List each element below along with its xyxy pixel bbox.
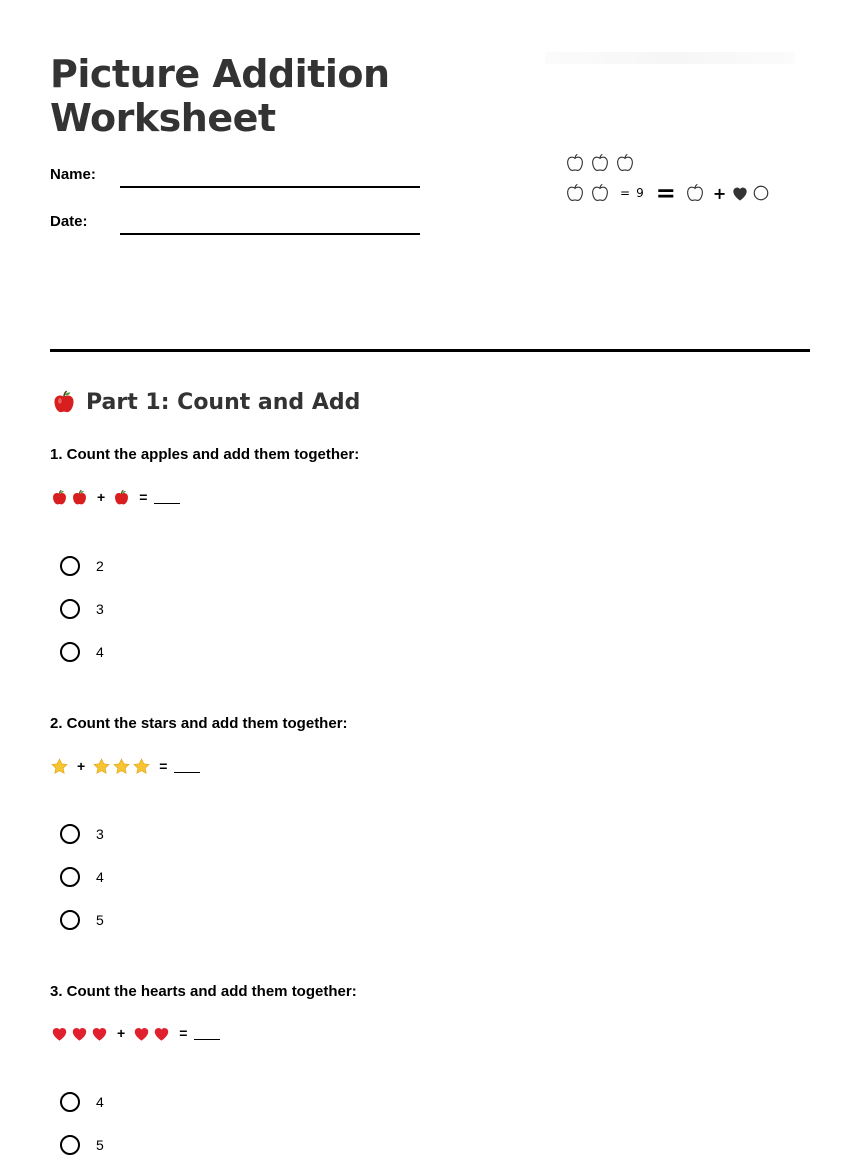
plus-sign: +: [117, 1025, 126, 1041]
red-apple-icon: [50, 488, 69, 507]
art-plus: +: [712, 183, 727, 203]
question-1-option-3[interactable]: [60, 639, 104, 665]
answer-blank: [154, 491, 180, 504]
equals-sign: =: [159, 758, 168, 774]
option-label: 4: [96, 644, 104, 660]
option-label: 2: [96, 558, 104, 574]
art-number: 9: [636, 186, 644, 200]
name-label: Name:: [50, 166, 96, 183]
apple-outline-icon: [614, 152, 636, 174]
header-illustration: [560, 150, 790, 212]
question-1-option-1[interactable]: [60, 553, 104, 579]
part1-title: Part 1: Count and Add: [86, 389, 361, 415]
option-label: 5: [96, 912, 104, 928]
star-icon: [112, 757, 131, 776]
question-1-equation: [50, 486, 180, 508]
section-divider: [50, 349, 810, 352]
answer-blank: [194, 1027, 220, 1040]
apple-outline-icon: [564, 182, 586, 204]
plus-sign: +: [77, 758, 86, 774]
equals-sign: =: [139, 489, 148, 505]
art-small-equals: =: [620, 186, 631, 200]
question-2-equation: [50, 755, 200, 777]
title-line-2: Worksheet: [50, 96, 276, 140]
part1-heading: [50, 388, 360, 416]
apple-equation-row: [564, 179, 770, 207]
empty-circle-icon: [752, 184, 770, 202]
equals-sign: =: [179, 1025, 188, 1041]
option-label: 4: [96, 869, 104, 885]
question-1-prompt: 1. Count the apples and add them together:: [50, 446, 360, 463]
answer-blank: [174, 760, 200, 773]
apple-outline-icon: [564, 152, 586, 174]
radio-button[interactable]: [60, 910, 80, 930]
black-heart-icon: [730, 183, 750, 203]
page-title: [50, 52, 450, 140]
radio-button[interactable]: [60, 867, 80, 887]
question-3-option-1[interactable]: [60, 1089, 104, 1115]
apple-outline-icon: [589, 152, 611, 174]
date-field[interactable]: [120, 233, 420, 235]
date-label: Date:: [50, 213, 88, 230]
red-heart-icon: [70, 1024, 89, 1043]
option-label: 3: [96, 601, 104, 617]
option-label: 4: [96, 1094, 104, 1110]
question-2-prompt: 2. Count the stars and add them together:: [50, 715, 348, 732]
star-icon: [132, 757, 151, 776]
option-label: 3: [96, 826, 104, 842]
faint-decoration: [545, 52, 795, 64]
star-icon: [92, 757, 111, 776]
star-icon: [50, 757, 69, 776]
name-field[interactable]: [120, 186, 420, 188]
question-3-option-2[interactable]: [60, 1132, 104, 1158]
plus-sign: +: [97, 489, 106, 505]
question-3-prompt: 3. Count the hearts and add them together:: [50, 983, 357, 1000]
radio-button[interactable]: [60, 642, 80, 662]
apple-outline-icon: [589, 182, 611, 204]
red-heart-icon: [152, 1024, 171, 1043]
radio-button[interactable]: [60, 824, 80, 844]
red-heart-icon: [90, 1024, 109, 1043]
question-3-equation: [50, 1022, 220, 1044]
question-2-option-3[interactable]: [60, 907, 104, 933]
question-2-option-2[interactable]: [60, 864, 104, 890]
red-apple-icon: [50, 388, 78, 416]
question-1-option-2[interactable]: [60, 596, 104, 622]
option-label: 5: [96, 1137, 104, 1153]
radio-button[interactable]: [60, 1135, 80, 1155]
red-apple-icon: [112, 488, 131, 507]
art-big-equals: =: [655, 179, 676, 207]
radio-button[interactable]: [60, 556, 80, 576]
red-heart-icon: [132, 1024, 151, 1043]
apple-outline-row-1: [564, 152, 639, 174]
title-line-1: Picture Addition: [50, 52, 390, 96]
red-heart-icon: [50, 1024, 69, 1043]
radio-button[interactable]: [60, 1092, 80, 1112]
apple-outline-icon: [684, 182, 706, 204]
question-2-option-1[interactable]: [60, 821, 104, 847]
radio-button[interactable]: [60, 599, 80, 619]
red-apple-icon: [70, 488, 89, 507]
